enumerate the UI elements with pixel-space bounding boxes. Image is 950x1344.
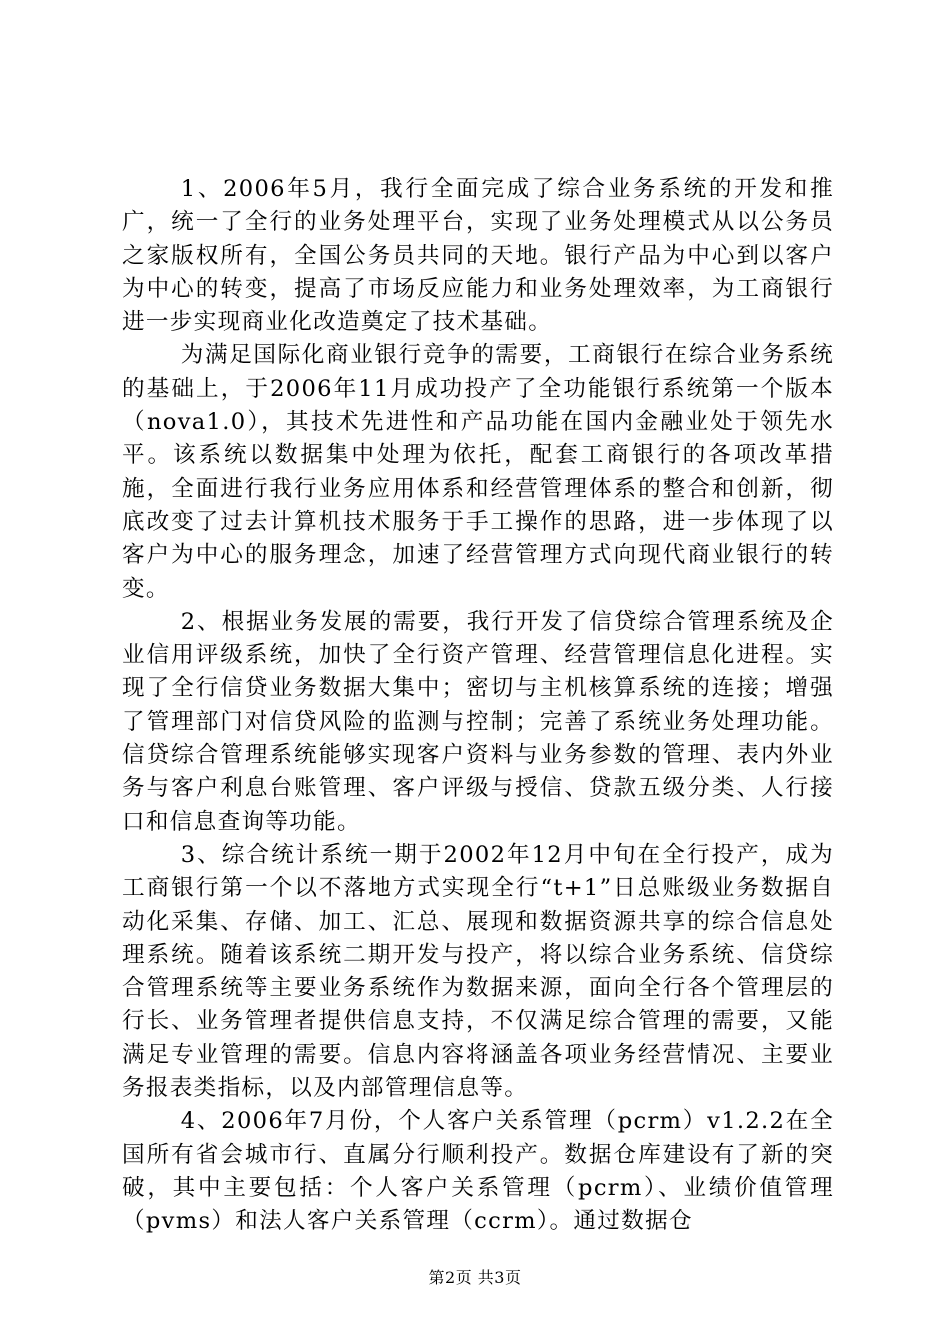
paragraph-4: 3、综合统计系统一期于2002年12月中旬在全行投产，成为工商银行第一个以不落地方式实现全行“t+1”日总账级业务数据自动化采集、存储、加工、汇总、展现和数据资源共享的综合信息处理系统。随着该系统二期开发与投产，将以综合业务系统、信贷综合管理系统等主要业务系统作为数据来源，面向全行各个管理层的行长、业务管理者提供信息支持，不仅满足综合管理的需要，又能满足专业管理的需要。信息内容将涵盖各项业务经营情况、主要业务报表类指标，以及内部管理信息等。 <box>122 841 834 1102</box>
paragraph-2: 为满足国际化商业银行竞争的需要，工商银行在综合业务系统的基础上，于2006年11月成功投产了全功能银行系统第一个版本（nova1.0），其技术先进性和产品功能在国内金融业处于领先水平。该系统以数据集中处理为依托，配套工商银行的各项改革措施，全面进行我行业务应用体系和经营管理体系的整合和创新，彻底改变了过去计算机技术服务于手工操作的思路，进一步体现了以客户为中心的服务理念，加速了经营管理方式向现代商业银行的转变。 <box>122 342 834 602</box>
paragraph-5: 4、2006年7月份，个人客户关系管理（pcrm）v1.2.2在全国所有省会城市行、直属分行顺利投产。数据仓库建设有了新的突破，其中主要包括：个人客户关系管理（pcrm）、业绩价值管理（pvms）和法人客户关系管理（ccrm）。通过数据仓 <box>122 1108 834 1235</box>
page-footer: 第2页 共3页 <box>428 1268 522 1287</box>
paragraph-3: 2、根据业务发展的需要，我行开发了信贷综合管理系统及企业信用评级系统，加快了全行资产管理、经营管理信息化进程。实现了全行信贷业务数据大集中；密切与主机核算系统的连接；增强了管理部门对信贷风险的监测与控制；完善了系统业务处理功能。信贷综合管理系统能够实现客户资料与业务参数的管理、表内外业务与客户利息台账管理、客户评级与授信、贷款五级分类、人行接口和信息查询等功能。 <box>122 608 834 835</box>
document-body <box>122 173 834 1239</box>
paragraph-1: 1、2006年5月，我行全面完成了综合业务系统的开发和推广，统一了全行的业务处理平台，实现了业务处理模式从以公务员之家版权所有，全国公务员共同的天地。银行产品为中心到以客户为中心的转变，提高了市场反应能力和业务处理效率，为工商银行进一步实现商业化改造奠定了技术基础。 <box>122 176 834 336</box>
